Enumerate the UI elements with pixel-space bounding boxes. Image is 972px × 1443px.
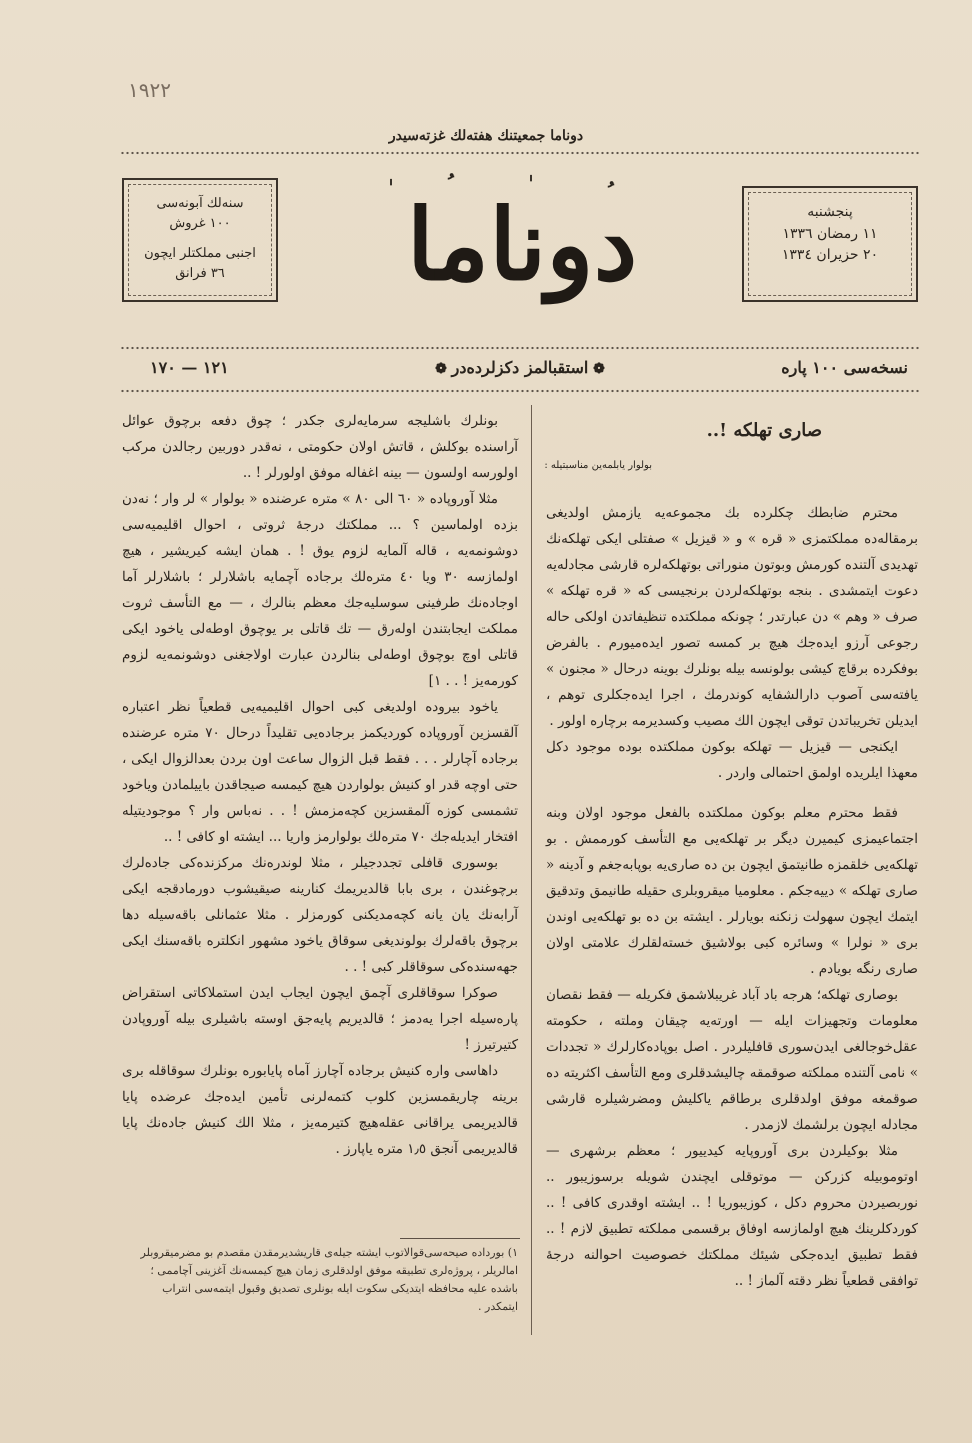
left-paragraph: داهاسی واره كنیش برجاده آچارز آماه پایابوره بونلرك سوقاقله بری برینه چاریقمسزین كلوب كتمه‌لرنی تأمین ایده‌جك عرضده پایا قالدیریمی یراقانی عقله‌هیچ كتیرمه‌یز ، مثلا الك كنیش جاده‌نك پایا قالدیریمی آنجق ١٫٥ متره یاپارز . [122, 1063, 518, 1157]
right-paragraph: محترم ضابطك چكلرده بك مجموعه‌یه یازمش اولدیغی برمقاله‌ده مملكتمزی « قره » و « قیزیل » صفتلی ایكی تهلكه‌نك تهدیدی آلتنده كورمش وبوتون منوراتی بوتهلكه‌لره قارشی مجادله‌یه دعوت ایتمشدی . بنجه بوتهلكه‌لردن برنجیسی كه « قره تهلكه » صرف « وهم » دن عبارتدر ؛ چونكه مملكتده تنظیفاتدن اولكی حاله رجوعی آرزو ایده‌جك هیچ بر كمسه تصور ایده‌میورم . بالفرض بوفكرده برقاچ كیشی بولونسه بیله بونلرك بوینه درحال « مجنون » یافته‌سی آصوب دارالشفایه كوندرمك ، اجرا ایده‌جكلری توهم ، ایدیلن تخریباتدن توقی ایچون الك مصیب وكسدیرمه برچاره اولور . [546, 505, 918, 729]
tagline: دوناما جمعیتنك هفته‌لك غزته‌سیدر [388, 128, 584, 144]
right-column [546, 500, 918, 1340]
right-paragraph: مثلا بوكیلردن بری آوروپایه كیدییور ؛ معظم برشهری — اوتوموبیله كزركن — موتوقلی ایچندن شویله برسوزیبور .. نوربصیردن محروم دكل ، كوزیبوریا ! .. ایشته اوقدری كافی ! .. كوردكلرینك هیچ اولمازسه اوفاق برقسمی مملكته تطبیق لازم ! .. فقط تطبیق ایده‌جكی شیئك مملكتك خصوصیت احوالنه درجهٔ توافقی قطعیاً نظر دقته آلماز ! .. [546, 1143, 918, 1289]
date-day: پنجشنبه [807, 204, 853, 220]
lower-info-rule [120, 388, 920, 394]
info-bar [120, 352, 920, 384]
column-divider [531, 405, 532, 1335]
article-headline: صاری تهلكه !.. [706, 420, 822, 441]
date-rumi: ٢٠ حزیران ١٣٣٤ [781, 247, 879, 264]
subscription-line3: اجنبی مملكتلر ایچون [144, 246, 256, 262]
subscription-line2: ١٠٠ غروش [169, 216, 231, 232]
motto: ❁ استقبالمز دكزلرده‌در ❁ [435, 358, 605, 377]
left-paragraph: بونلرك باشلیجه سرمایه‌لری جكدر ؛ چوق دفعه برچوق عوائل آراسنده بوكلش ، قاتش اولان حكومتی ، نه‌قدر دوربین رجالدن مركب اولورسه اولسون — بینه اغفاله موفق اولورلر ! .. [122, 413, 518, 481]
article-byline: بولوار يابلمه‌ين مناسبتيله : [544, 460, 652, 471]
folio-number: ١٩٢٢ [128, 78, 171, 102]
footnote: ١) بورداده صیحه‌سی‌قوالاتوب ایشته جیله‌ی قاریشدیرمقدن مقصدم بو مضرمیقروبلر امالریلر ، پروژه‌لری تطبیقه موفق اولدقلری زمان هیچ كیمسه‌نك آغزینی آچاممی ؛ باشده علیه محافظه ایتدیكی سكوت ایله بونلری تصدیق وقبول ایتمه‌سی انتراب ایتمكدر . [140, 1246, 518, 1313]
top-dotted-rule [120, 150, 920, 156]
date-box [742, 186, 918, 302]
left-paragraph: یاخود بیروده اولدیغی كبی احوال اقلیمیه‌یی قطعیاً نظر اعتباره آلقسزین آوروپاده كوردیكمز برجاده‌یی تقلیداً درحال ٧٠ متره عرضنده برجاده آچارلر . . . فقط قبل الزوال ساعت اون بردن بعدالزوال ایكی ، حتی اوچه قدر او كنیش بولواردن هیچ كیمسه صیجاقدن باییلمادن ویاخود تشمسی كوزه آلمقسزین كچه‌مزمش ! . . نه‌باس وار ؟ موجودیتیله افتخار ایدیله‌جك ٧٠ متره‌لك بولوارمز واریا ... ایشته او كافی ! .. [122, 699, 519, 845]
upper-info-rule [120, 345, 920, 351]
issue-price: نسخه‌سی ١٠٠ پاره [781, 358, 908, 377]
masthead-title: دوناما [406, 188, 638, 303]
footnote-rule [400, 1238, 520, 1239]
date-hijri: ١١ رمضان ١٣٣٦ [782, 225, 878, 242]
motto-text: استقبالمز دكزلرده‌در [451, 358, 589, 377]
right-paragraph: بوصاری تهلكه؛ هرجه باد آباد غریبلاشمق فكریله — فقط نقصان معلومات وتجهیزات ایله — اورته‌یه چیقان وملته ، حكومته عقل‌خوجالغی ایدن‌سوری قافلیلردر . اصل بوپاده‌كارلرك « تجددات » نامی آلتنده مملكته صوقمقه چالیشدقلری ومع التأسف اكثریته ده صوقمغه موفق اولدقلری برطاقم یاكلیش ومضرشیلره قارشی مجادله ایچون برلشمك لازمدر . [546, 987, 918, 1133]
subscription-box [122, 178, 278, 302]
masthead [326, 168, 718, 346]
issue-number: ١٢١ — ١٧٠ [150, 358, 229, 377]
left-paragraph: صوكرا سوقاقلری آچمق ایچون ایجاب ایدن استملاكاتی استقراض پاره‌سیله اجرا یه‌دمز ؛ قالدیریم پایه‌جق اوسته باشیلری بیله آوروپادن كتیرتیرز ! [122, 985, 518, 1053]
left-paragraph: مثلا آوروپاده « ٦٠ الی ٨٠ » متره عرضنده « بولوار » لر وار ؛ نه‌دن بزده اولماسین ؟ ... مملكتك درجهٔ ثروتی ، احوال اقلیمیه‌سی دوشونمه‌یه ، قاله آلمایه لزوم یوق ! . همان ایشه كیریشیر ، هیچ اولمازسه ٣٠ ویا ٤٠ متره‌لك برجاده آچمایه باشلارلر ؛ باشلارلر آما اوجاده‌نك طرفینی سوسلیه‌جك معظم بنالرك ، — مع التأسف ثروت مملكت ایجابتندن اوله‌رق — تك قاتلی بر یوچوق اوطه‌لی یاخود ایكی قاتلی اوچ بوچوق اوطه‌لی بنالردن عبارت اولاجغنی دوشونمه‌یه لزوم كورمه‌یز ! . . ١] [122, 491, 518, 689]
subscription-line4: ٣٦ فرانق [175, 266, 225, 282]
subscription-line1: سنه‌لك آبونه‌سی [156, 196, 244, 211]
right-paragraph: ایكنجی — قیزیل — تهلكه بوكون مملكتده بوده موجود دكل معهذا ایلریده اولمق احتمالی واردر . [546, 739, 918, 781]
left-paragraph: بوسوری قافلی تجددجیلر ، مثلا لوندره‌نك مركزنده‌كی جاده‌لرك برچوغندن ، بری بابا قالدیریمك كنارینه صیقیشوب دورمادقجه ایكی آرابه‌نك یان یانه كچه‌مدیكنی كورمزلر . مثلا عثمانلی باقه‌سیله دها برچوق باقه‌لرك بولوندیغی سوقاق یاخود مشهور انكلتره باقه‌سنك ایكی جهه‌سنده‌كی سوقاقلر كبی ! . . [122, 855, 518, 975]
right-paragraph: فقط محترم معلم بوكون مملكتده بالفعل موجود اولان وبنه اجتماعیمزی كیمیرن دیگر بر تهلكه‌یی مع التأسف كورممش . بو تهلكه‌یی خلقمزه طانیتمق ایچون بن ده صاری‌یه بوپابه‌جغم و آدینه « صاری تهلكه » دییه‌جكم . معلومیا میقروبلری حقیله طانیمق وتدقیق ایتمك ایچون سهولت زنكنه بویارلر . ایشته بن ده بو تهلكه‌یی اوندن بری « نولرا » وسائره كبی بولاشیق خسته‌لقلرك علامتی اولان صاری رنگه بویادم . [546, 805, 918, 977]
left-column [122, 408, 518, 1234]
